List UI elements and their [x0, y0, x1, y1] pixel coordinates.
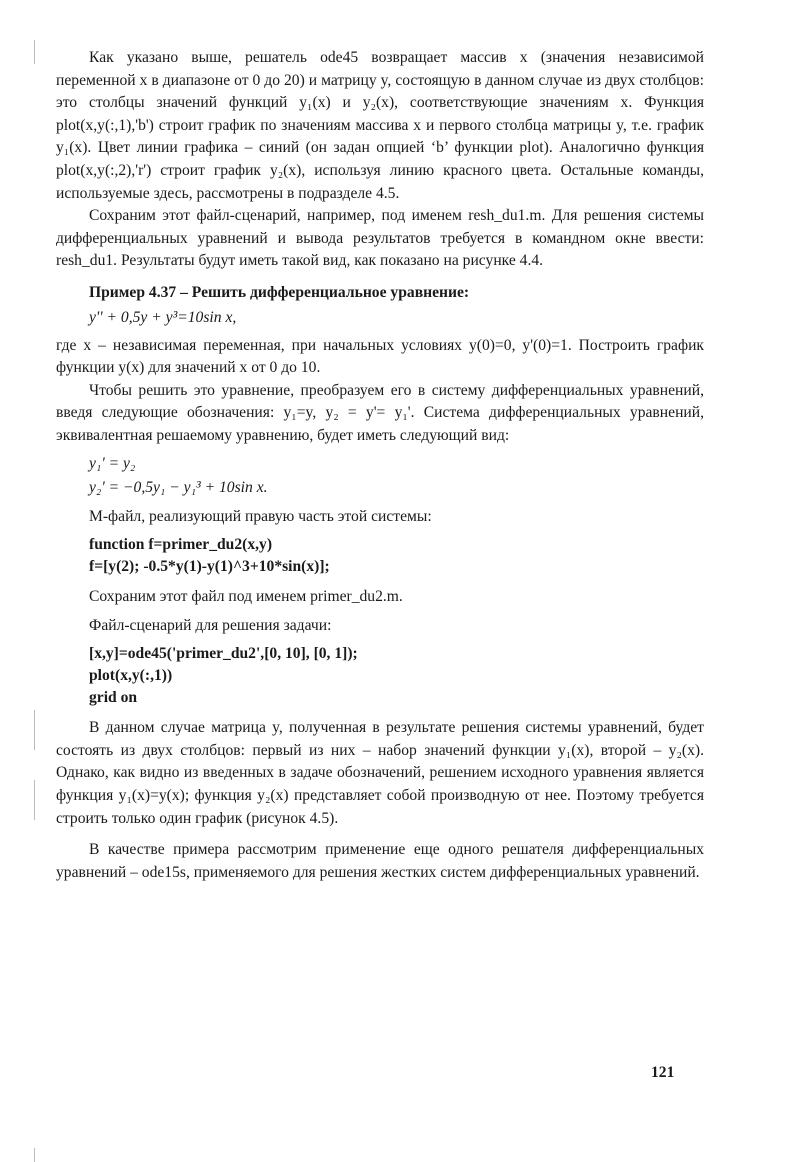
- paragraph: Чтобы решить это уравнение, преобразуем его в систему дифференциальных уравнений, введя следующие обозначения: y₁=y, y₂ = y'= y₁'. Система дифференциальных уравнений, эквивалентная решаемому уравнению, будет иметь следующий вид:: [56, 381, 704, 444]
- code-block: [56, 643, 704, 709]
- paragraph: Сохраним этот файл-сценарий, например, под именем resh_du1.m. Для решения системы дифференциальных уравнений и вывода результатов требуется в командном окне ввести: resh_du1. Результаты будут иметь такой вид, как показано на рисунке 4.4.: [56, 207, 704, 270]
- equation: y'' + 0,5y + y³=10sin x,: [89, 308, 237, 326]
- paragraph: В качестве примера рассмотрим применение еще одного решателя дифференциальных уравнений – ode15s, применяемого для решения жестких систем дифференциальных уравнений.: [56, 841, 704, 881]
- code-line: plot(x,y(:,1)): [89, 667, 173, 685]
- paragraph: Как указано выше, решатель ode45 возвращает массив x (значения независимой переменной x в диапазоне от 0 до 20) и матрицу y, состоящую в данном случае из двух столбцов: это столбцы значений функций y₁(x) и y₂(x), соответствующие значениям x. Функция plot(x,y(:,1),'b') строит график по значениям массива x и первого столбца матрицы y, т.е. график y₁(x). Цвет линии графика – синий (он задан опцией ‘b’ функции plot). Аналогично функция plot(x,y(:,2),'r') строит график y₂(x), используя линию красного цвета. Остальные команды, используемые здесь, рассмотрены в подразделе 4.5.: [56, 49, 704, 202]
- paragraph: где x – независимая переменная, при начальных условиях y(0)=0, y'(0)=1. Построить график функции y(x) для значений x от 0 до 10.: [56, 336, 704, 377]
- scan-mark: [34, 710, 35, 750]
- equation-system: [56, 452, 704, 500]
- scan-mark: [34, 1148, 35, 1162]
- example-heading: Пример 4.37 – Решить дифференциальное уравнение:: [89, 283, 470, 301]
- code-line: function f=primer_du2(x,y): [89, 536, 273, 554]
- paragraph: Файл-сценарий для решения задачи:: [89, 616, 332, 634]
- code-line: f=[y(2); -0.5*y(1)-y(1)^3+10*sin(x)];: [89, 558, 330, 576]
- scan-mark: [34, 780, 35, 820]
- paragraph: М-файл, реализующий правую часть этой системы:: [89, 507, 432, 525]
- code-line: [x,y]=ode45('primer_du2',[0, 10], [0, 1]);: [89, 645, 358, 663]
- equation-line: y₂' = −0,5y₁ − y₁³ + 10sin x.: [89, 478, 268, 496]
- page-content: [56, 47, 704, 884]
- page-number: 121: [651, 1064, 675, 1081]
- paragraph: В данном случае матрица y, полученная в результате решения системы уравнений, будет состоять из двух столбцов: первый из них – набор значений функции y₁(x), второй – y₂(x). Однако, как видно из введенных в задаче обозначений, решением исходного уравнения является функция y₁(x)=y(x); функция y₂(x) представляет собой производную от нее. Поэтому требуется строить только один график (рисунок 4.5).: [56, 719, 704, 827]
- code-block: [56, 534, 704, 578]
- equation-line: y₁' = y₂: [89, 454, 136, 472]
- paragraph: Сохраним этот файл под именем primer_du2.m.: [89, 588, 403, 606]
- code-line: grid on: [89, 689, 138, 707]
- scan-mark: [34, 40, 35, 64]
